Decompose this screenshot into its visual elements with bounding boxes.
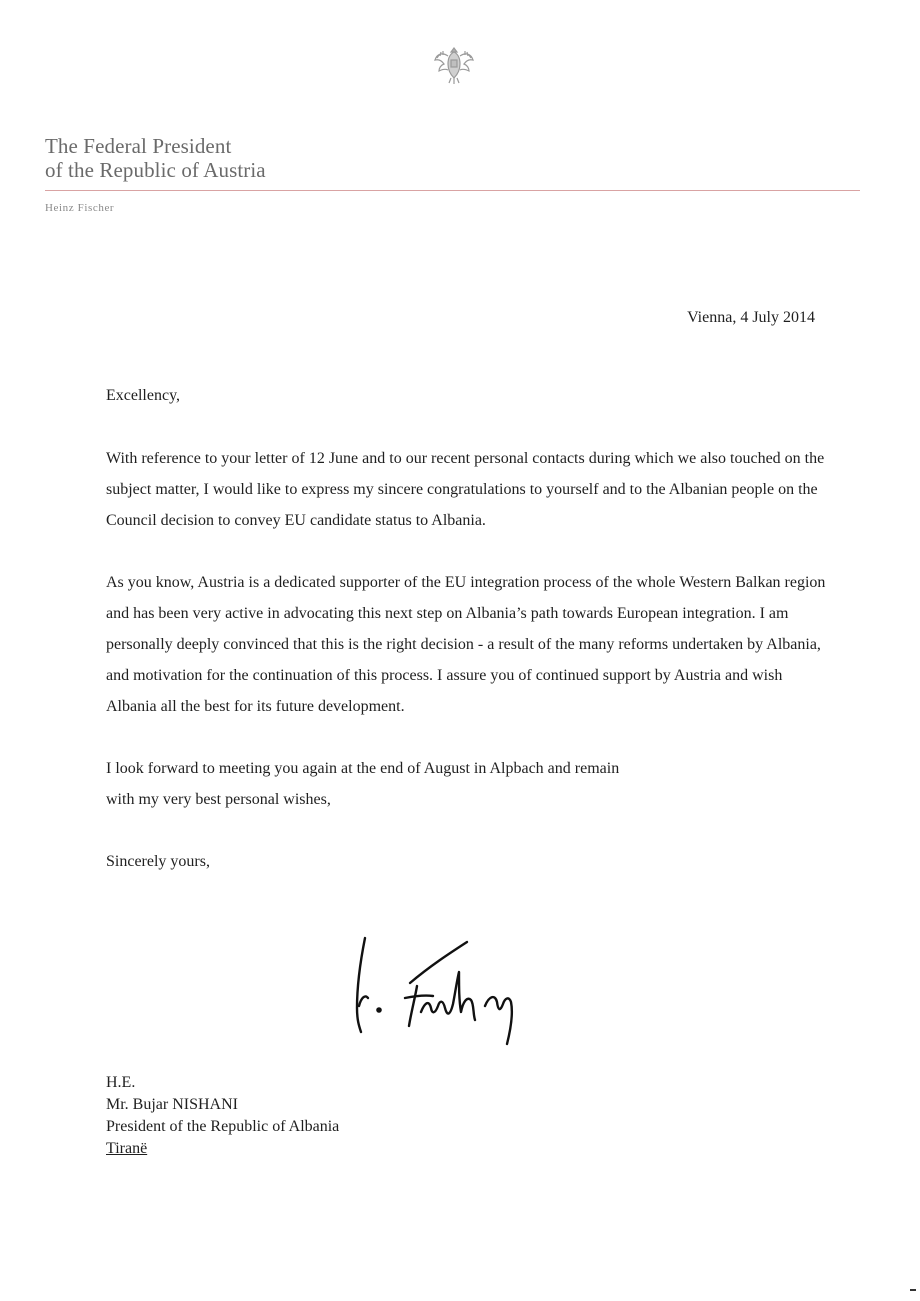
letter-body [106,380,826,877]
scan-mark [910,1289,916,1291]
recipient-address [106,1072,339,1160]
letter-date: Vienna, 4 July 2014 [687,309,815,326]
paragraph-3 [106,753,826,815]
paragraph-3-line-1: I look forward to meeting you again at the end of August in Alpbach and remain [106,760,620,777]
recipient-name: Mr. Bujar NISHANI [106,1096,238,1113]
recipient-title: President of the Republic of Albania [106,1118,340,1135]
letterhead-name: Heinz Fischer [45,202,115,214]
austrian-eagle-crest-icon [432,42,476,86]
paragraph-1: With reference to your letter of 12 June and to our recent personal contacts during which we also touched on the subject matter, I would like to express my sincere congratulations to yourself and to the Albanian people on the Council decision to convey EU candidate status to Albania. [106,450,825,529]
letterhead-title-line2: of the Republic of Austria [45,158,266,182]
letterhead-title [45,134,266,182]
closing: Sincerely yours, [106,853,210,870]
letterhead-title-line1: The Federal President [45,134,232,158]
paragraph-2: As you know, Austria is a dedicated supporter of the EU integration process of the whole Western Balkan region and has been very active in advocating this next step on Albania’s path towards European integration. I am personally deeply convinced that this is the right decision - a result of the many reforms undertaken by Albania, and motivation for the continuation of this process. I assure you of continued support by Austria and wish Albania all the best for its future development. [106,574,826,715]
recipient-city: Tiranë [106,1140,148,1157]
paragraph-3-line-2: with my very best personal wishes, [106,791,331,808]
letterhead-divider [45,190,860,191]
handwritten-signature-icon [335,928,575,1058]
salutation: Excellency, [106,387,181,404]
recipient-honorific: H.E. [106,1074,136,1091]
